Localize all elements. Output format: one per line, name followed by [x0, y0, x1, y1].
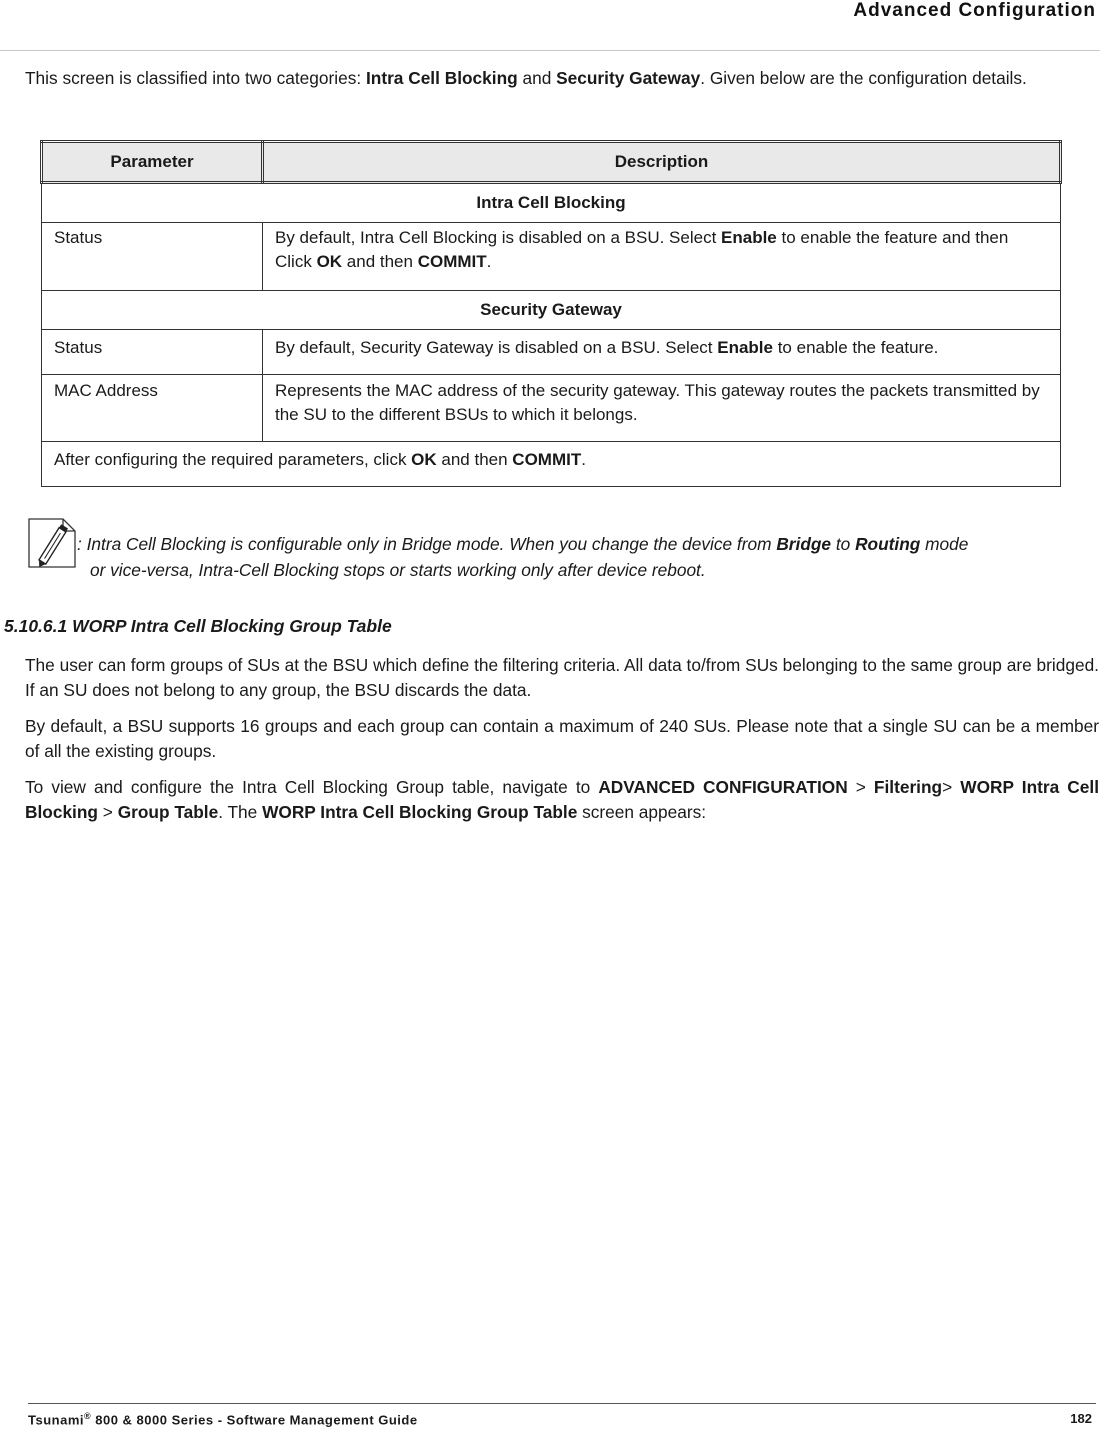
para-text: screen appears:	[577, 801, 707, 822]
desc-text: to enable the feature.	[772, 338, 939, 357]
page-number: 182	[1070, 1411, 1092, 1426]
nav-path-bold: ADVANCED CONFIGURATION	[598, 777, 848, 797]
para-text: >	[97, 801, 118, 822]
desc-text: After configuring the required parameters, click	[54, 450, 412, 469]
desc-bold: COMMIT	[417, 252, 487, 271]
pencil-note-icon	[27, 513, 79, 569]
note-bold-routing: Routing	[855, 534, 921, 554]
desc-bold: Enable	[717, 338, 773, 357]
para-text: >	[942, 777, 961, 797]
footer-guide-title	[28, 1411, 418, 1427]
table-row	[42, 223, 1061, 291]
desc-bold: OK	[316, 252, 343, 271]
table-row	[42, 375, 1061, 442]
para-text: To view and configure the Intra Cell Blocking Group table, navigate to	[25, 777, 599, 797]
nav-path-bold: Filtering	[873, 777, 943, 797]
desc-text: By default, Intra Cell Blocking is disabled on a BSU. Select	[275, 228, 722, 247]
screen-name-bold: WORP Intra Cell Blocking Group Table	[262, 801, 578, 822]
section-paragraph-1: The user can form groups of SUs at the BSU which define the filtering criteria. All data to/from SUs belonging to the same group are bridged. If an SU does not belong to any group, the BSU discards the data.	[25, 655, 1099, 700]
table-footer-row	[42, 442, 1061, 487]
nav-path-bold: Group Table	[117, 801, 219, 822]
footer-rule	[28, 1403, 1096, 1404]
param-cell: MAC Address	[42, 375, 263, 442]
section-paragraph-3	[25, 775, 1099, 824]
desc-text: .	[581, 450, 586, 469]
param-cell: Status	[42, 223, 263, 291]
header-parameter: Parameter	[42, 142, 263, 183]
intro-bold-gateway: Security Gateway	[556, 68, 701, 88]
desc-cell	[263, 330, 1061, 375]
desc-text: and then	[342, 252, 418, 271]
table-section-row	[42, 183, 1061, 223]
section-paragraph-2: By default, a BSU supports 16 groups and each group can contain a maximum of 240 SUs. Please note that a single SU can be a member of all the existing groups.	[25, 716, 1099, 761]
para-text: >	[847, 777, 874, 797]
note-text	[77, 531, 1100, 583]
desc-text: .	[486, 252, 492, 271]
note-bold-bridge: Bridge	[776, 534, 832, 554]
page-header	[0, 0, 1100, 52]
note-line: : Intra Cell Blocking is configurable only in Bridge mode. When you change the device from	[77, 534, 777, 554]
param-cell: Status	[42, 330, 263, 375]
para-text: . The	[218, 801, 263, 822]
parameter-table	[40, 140, 1062, 487]
header-title: Advanced Configuration	[853, 0, 1096, 21]
desc-text: By default, Security Gateway is disabled on a BSU. Select	[275, 338, 718, 357]
intro-text: and	[517, 68, 557, 88]
header-rule	[0, 50, 1100, 51]
intro-text: This screen is classified into two categories:	[25, 68, 366, 88]
desc-text: and then	[436, 450, 513, 469]
section-intra-cell-blocking: Intra Cell Blocking	[42, 183, 1061, 223]
table-header-row	[42, 142, 1061, 183]
desc-text: to enable the feature and then Click	[275, 228, 1009, 271]
desc-cell: Represents the MAC address of the security gateway. This gateway routes the packets transmitted by the SU to the different BSUs to which it belongs.	[263, 375, 1061, 442]
footer-product: Tsunami	[28, 1412, 84, 1428]
note-line: to	[831, 534, 856, 554]
footer-guide-name: 800 & 8000 Series - Software Management Guide	[91, 1412, 418, 1428]
intro-text: . Given below are the configuration details.	[700, 68, 1027, 88]
footer-reg-mark: ®	[84, 1411, 92, 1421]
desc-bold: Enable	[721, 228, 777, 247]
desc-bold: OK	[411, 450, 437, 469]
table-row	[42, 330, 1061, 375]
header-description: Description	[263, 142, 1061, 183]
note-line: mode	[920, 534, 969, 554]
table-footer-cell	[42, 442, 1061, 487]
desc-cell	[263, 223, 1061, 291]
section-heading: 5.10.6.1 WORP Intra Cell Blocking Group Table	[4, 616, 392, 636]
note-block	[27, 510, 1099, 582]
note-line-2: or vice-versa, Intra-Cell Blocking stops or starts working only after device reboot.	[90, 560, 706, 580]
section-security-gateway: Security Gateway	[42, 291, 1061, 330]
intro-bold-intra: Intra Cell Blocking	[365, 68, 518, 88]
table-section-row	[42, 291, 1061, 330]
intro-paragraph	[25, 66, 1099, 91]
desc-bold: COMMIT	[512, 450, 582, 469]
nav-path-bold: WORP Intra Cell Blocking	[25, 777, 1099, 822]
